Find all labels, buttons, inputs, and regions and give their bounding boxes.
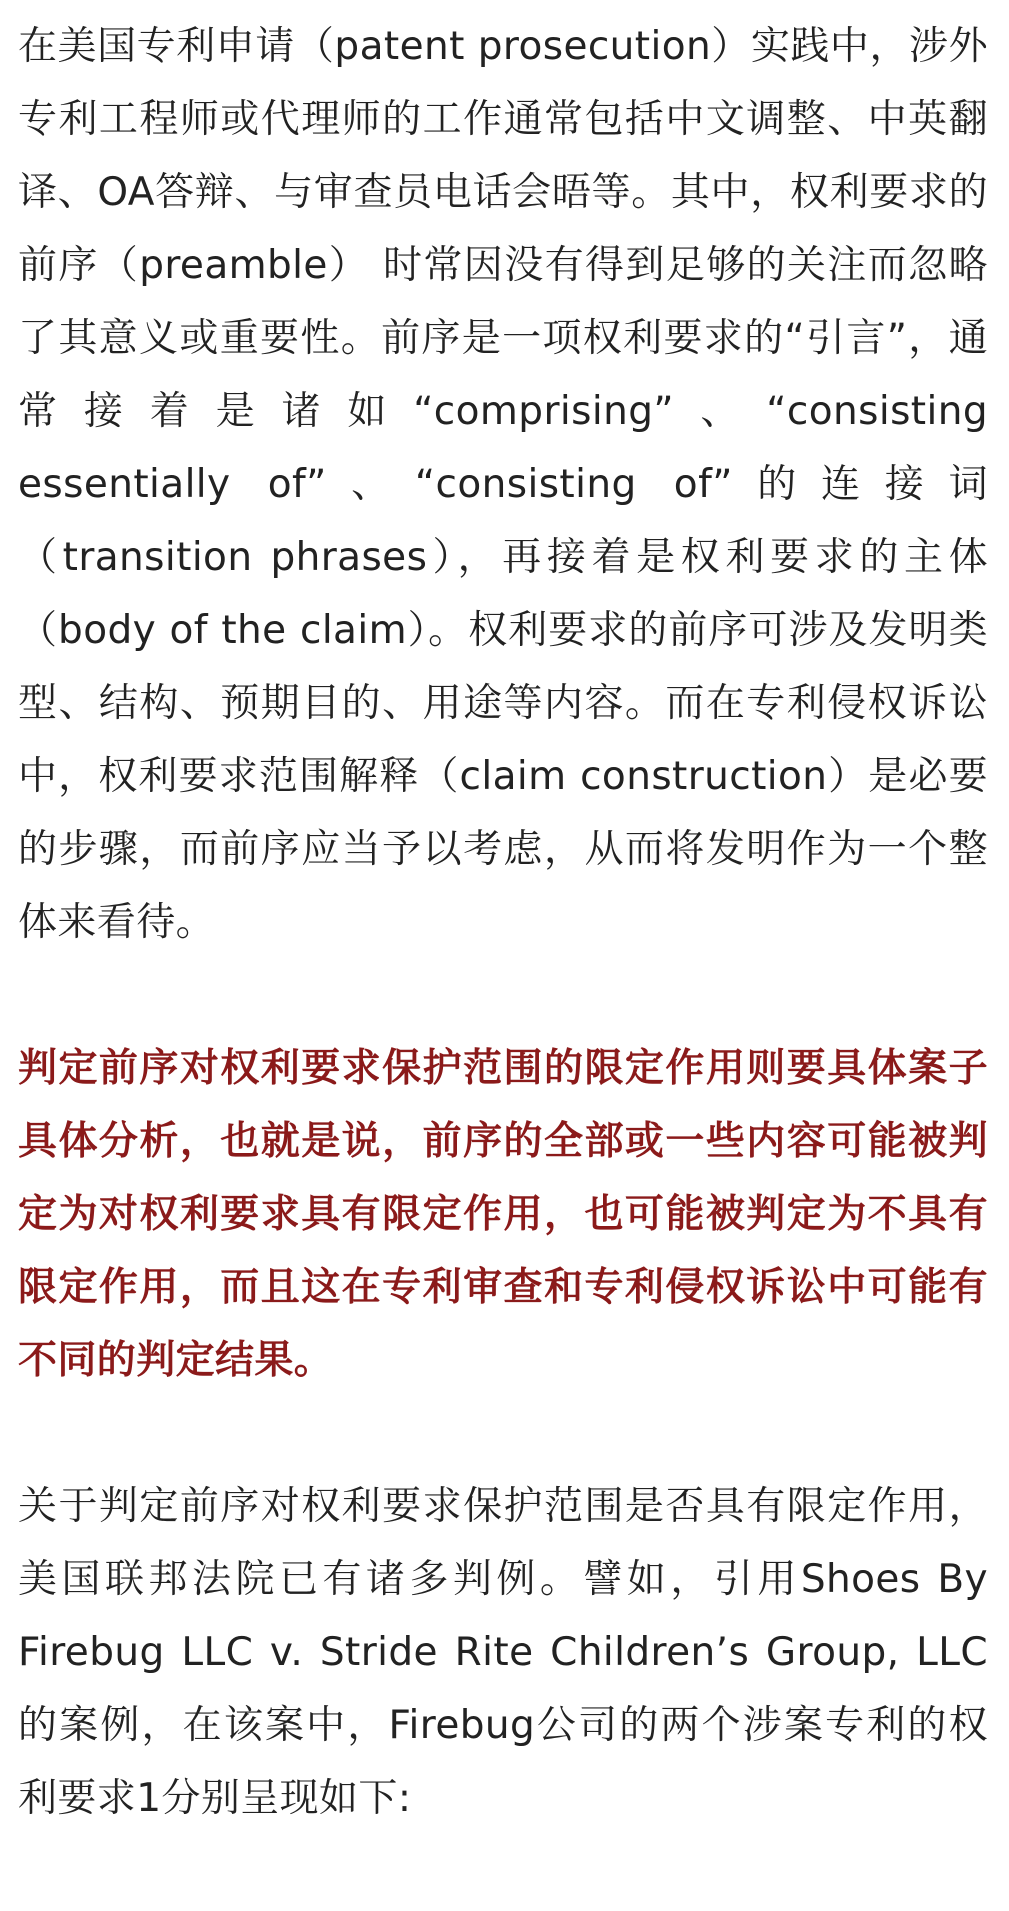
paragraph-case-reference: 关于判定前序对权利要求保护范围是否具有限定作用，美国联邦法院已有诸多判例。譬如，引用Shoes By Firebug LLC v. Stride Rite Children’s Group, LLC的案例，在该案中，Firebug公司的两个涉案专利的权利要求1分别呈现如下: (18, 1484, 988, 1821)
paragraph-highlight: 判定前序对权利要求保护范围的限定作用则要具体案子具体分析，也就是说，前序的全部或一些内容可能被判定为对权利要求具有限定作用，也可能被判定为不具有限定作用，而且这在专利审查和专利侵权诉讼中可能有不同的判定结果。 (18, 1046, 988, 1383)
article-body (18, 10, 988, 1835)
paragraph-intro: 在美国专利申请（patent prosecution）实践中，涉外专利工程师或代理师的工作通常包括中文调整、中英翻译、OA答辩、与审查员电话会晤等。其中，权利要求的前序（preamble） 时常因没有得到足够的关注而忽略了其意义或重要性。前序是一项权利要求的“引言”，通常接着是诸如“comprising”、“consisting essentially of”、“consisting of”的连接词（transition phrases），再接着是权利要求的主体（body of the claim）。权利要求的前序可涉及发明类型、结构、预期目的、用途等内容。而在专利侵权诉讼中，权利要求范围解释（claim construction）是必要的步骤，而前序应当予以考虑，从而将发明作为一个整体来看待。 (18, 24, 988, 945)
